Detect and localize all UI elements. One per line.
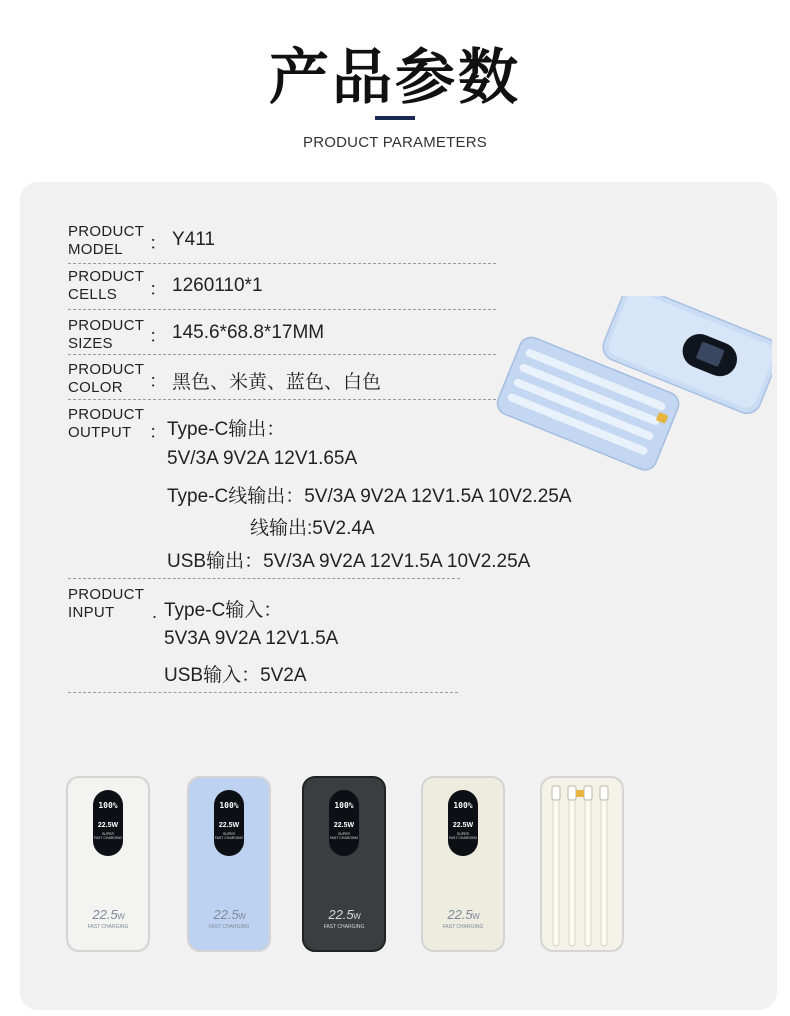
power-bank-variant	[302, 776, 386, 952]
param-value-sizes: 145.6*68.8*17MM	[172, 322, 325, 343]
param-colon: ：	[149, 371, 167, 391]
param-value-model: Y411	[172, 229, 215, 250]
divider	[68, 399, 496, 400]
param-value-input-line: USB输入：5V2A	[164, 665, 307, 686]
power-bank-variant	[66, 776, 150, 952]
divider	[68, 309, 496, 310]
screen-badge: FAST CHARGING	[93, 836, 123, 840]
param-value-input-line: 5V3A 9V2A 12V1.5A	[164, 628, 339, 649]
screen-percent: 100%	[219, 801, 239, 810]
screen-watt: 22.5W	[97, 822, 119, 829]
screen-watt: 22.5W	[218, 822, 240, 829]
param-label-model: PRODUCT MODEL	[68, 223, 145, 258]
screen-badge: SUPER	[222, 832, 236, 836]
param-value-output-line: USB输出：5V/3A 9V2A 12V1.5A 10V2.25A	[167, 551, 531, 572]
param-value-input-line: Type-C输入：	[164, 600, 283, 621]
power-bank-variant	[187, 776, 271, 952]
power-bank-cable-variant	[540, 776, 624, 952]
power-bank-variant	[421, 776, 505, 952]
screen-percent: 100%	[334, 801, 354, 810]
hero-power-bank-image	[496, 296, 772, 476]
param-value-output-line: Type-C线输出：5V/3A 9V2A 12V1.5A 10V2.25A	[167, 486, 572, 507]
screen-badge: SUPER	[337, 832, 351, 836]
param-label-sizes: PRODUCT SIZES	[68, 317, 145, 352]
body-wattage-unit: W	[238, 912, 246, 921]
param-label-input: PRODUCT INPUT	[68, 586, 145, 621]
param-value-output-line: 5V/3A 9V2A 12V1.65A	[167, 448, 358, 469]
body-wattage: 22.5	[92, 907, 118, 922]
divider	[68, 354, 496, 355]
param-value-color: 黑色、米黄、蓝色、白色	[172, 372, 382, 393]
body-wattage-unit: W	[353, 912, 361, 921]
param-value-output-line: 线输出:5V2.4A	[250, 518, 375, 539]
param-colon: ：	[149, 233, 167, 253]
param-label-cells: PRODUCT CELLS	[68, 268, 145, 303]
divider	[68, 263, 496, 264]
screen-percent: 100%	[98, 801, 118, 810]
param-colon: .	[152, 602, 158, 622]
screen-badge: FAST CHARGING	[329, 836, 359, 840]
param-value-cells: 1260110*1	[172, 275, 263, 296]
body-fast-charging: FAST CHARGING	[323, 924, 365, 930]
title-underline	[375, 116, 415, 120]
body-fast-charging: FAST CHARGING	[87, 924, 129, 930]
param-value-output-line: Type-C输出：	[167, 419, 286, 440]
body-wattage: 22.5	[328, 907, 354, 922]
screen-watt: 22.5W	[452, 822, 474, 829]
page-subtitle: PRODUCT PARAMETERS	[303, 134, 487, 151]
screen-badge: SUPER	[101, 832, 115, 836]
screen-watt: 22.5W	[333, 822, 355, 829]
divider	[68, 692, 458, 693]
param-colon: ：	[149, 279, 167, 299]
body-wattage-unit: W	[117, 912, 125, 921]
screen-percent: 100%	[453, 801, 473, 810]
screen-badge: FAST CHARGING	[448, 836, 478, 840]
body-fast-charging: FAST CHARGING	[208, 924, 250, 930]
divider	[68, 578, 460, 579]
screen-badge: SUPER	[456, 832, 470, 836]
page-title: 产品参数	[269, 43, 521, 113]
param-label-color: PRODUCT COLOR	[68, 361, 145, 396]
body-wattage-unit: W	[472, 912, 480, 921]
param-colon: ：	[149, 422, 167, 442]
body-fast-charging: FAST CHARGING	[442, 924, 484, 930]
param-label-output: PRODUCT OUTPUT	[68, 406, 145, 441]
screen-badge: FAST CHARGING	[214, 836, 244, 840]
body-wattage: 22.5	[213, 907, 239, 922]
param-colon: ：	[149, 326, 167, 346]
body-wattage: 22.5	[447, 907, 473, 922]
